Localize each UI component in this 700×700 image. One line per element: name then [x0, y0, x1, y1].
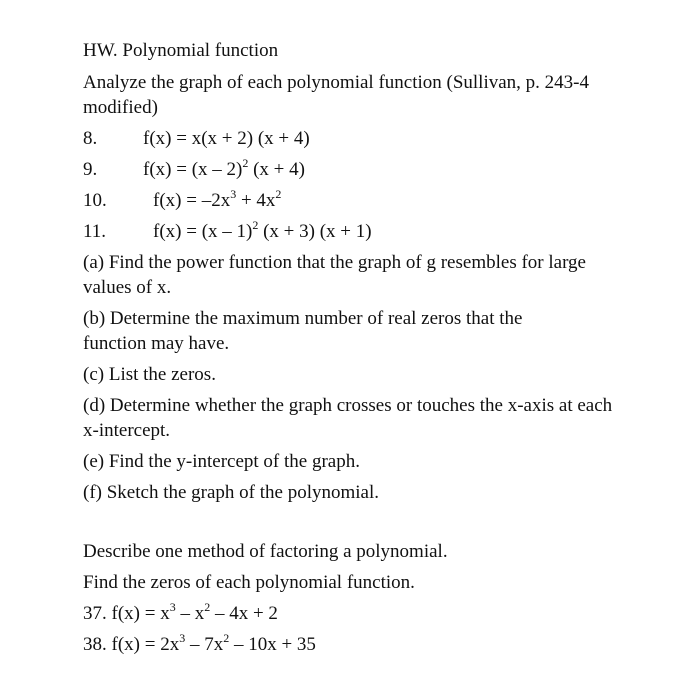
part-a: (a) Find the power function that the graph of g resembles for large values of x.	[83, 252, 586, 298]
part-e: (e) Find the y-intercept of the graph.	[83, 451, 360, 472]
zero-problem-expression: $f(x) = 2x^3 - 7x^2 - 10x + 35$	[111, 630, 316, 655]
page-title: HW. Polynomial function	[83, 40, 279, 61]
problem-item	[83, 157, 643, 182]
part-d: (d) Determine whether the graph crosses or touches the x-axis at each x-intercept.	[83, 395, 613, 441]
problem-number: 9.	[83, 159, 98, 180]
part-b: (b) Determine the maximum number of real zeros that the function may have.	[83, 308, 523, 354]
problem-item	[83, 219, 643, 244]
zero-problem-number: 37.	[83, 603, 107, 624]
zeros-prompt: Find the zeros of each polynomial function.	[83, 572, 415, 593]
problem-number: 10.	[83, 190, 107, 211]
problem-expression: f(x) = x(x + 2) (x + 4)	[143, 128, 310, 149]
zero-problem-expression: $f(x) = x^3 - x^2 - 4x + 2$	[111, 599, 278, 624]
factoring-prompt: Describe one method of factoring a polynomial.	[83, 541, 448, 562]
homework-page	[83, 38, 643, 657]
problem-item	[83, 188, 643, 213]
problem-list	[83, 126, 643, 244]
problem-item	[83, 126, 643, 151]
problem-expression: f(x) = (x – 2)$^2$ (x + 4)	[143, 155, 305, 180]
instruction-text: Analyze the graph of each polynomial function (Sullivan, p. 243-4 modified)	[83, 72, 590, 118]
problem-number: 8.	[83, 128, 98, 149]
zero-problem-item	[83, 601, 643, 626]
part-f: (f) Sketch the graph of the polynomial.	[83, 482, 380, 503]
part-c: (c) List the zeros.	[83, 364, 216, 385]
zero-problem-item	[83, 632, 643, 657]
problem-expression: f(x) = (x – 1)$^2$ (x + 3) (x + 1)	[153, 217, 372, 242]
task-parts	[83, 250, 643, 505]
problem-expression: $f(x) = -2x^3 + 4x^2$	[153, 186, 282, 211]
problem-number: 11.	[83, 221, 107, 242]
zero-problem-number: 38.	[83, 634, 107, 655]
